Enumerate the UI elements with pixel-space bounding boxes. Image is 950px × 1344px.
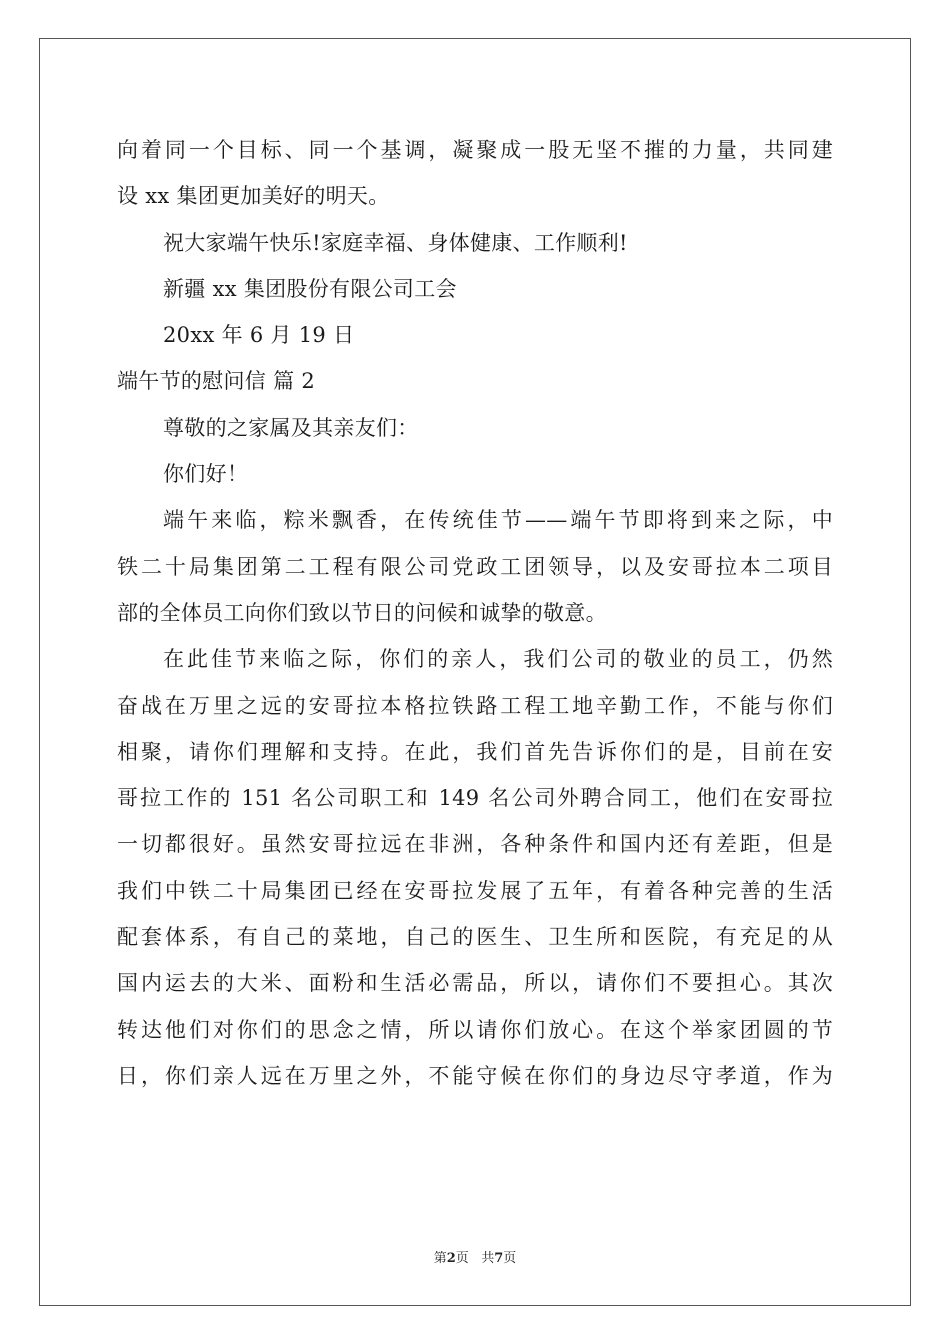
text-line: 一切都很好。虽然安哥拉远在非洲，各种条件和国内还有差距，但是 (117, 832, 833, 857)
text-line: 端午来临，粽米飘香，在传统佳节——端午节即将到来之际，中 (163, 508, 833, 533)
page-footer (0, 1247, 950, 1266)
text-line: 哥拉工作的 151 名公司职工和 149 名公司外聘合同工，他们在安哥拉 (117, 786, 833, 811)
footer-page-prefix: 第 (433, 1251, 447, 1266)
text-line: 端午节的慰问信 篇 2 (117, 369, 316, 394)
text-line: 奋战在万里之远的安哥拉本格拉铁路工程工地辛勤工作，不能与你们 (117, 693, 833, 718)
text-line: 铁二十局集团第二工程有限公司党政工团领导，以及安哥拉本二项目 (117, 554, 833, 579)
text-line: 相聚，请你们理解和支持。在此，我们首先告诉你们的是，目前在安 (117, 739, 833, 764)
footer-total-number: 7 (494, 1251, 504, 1266)
text-line: 国内运去的大米、面粉和生活必需品，所以，请你们不要担心。其次 (117, 971, 833, 996)
text-line: 祝大家端午快乐!家庭幸福、身体健康、工作顺利! (163, 230, 628, 255)
text-line: 新疆 xx 集团股份有限公司工会 (163, 276, 457, 301)
footer-total-suffix: 页 (503, 1251, 517, 1266)
text-line: 我们中铁二十局集团已经在安哥拉发展了五年，有着各种完善的生活 (117, 878, 833, 903)
footer-page-suffix: 页 (455, 1251, 469, 1266)
text-line: 设 xx 集团更加美好的明天。 (117, 184, 390, 209)
text-line: 20xx 年 6 月 19 日 (163, 323, 355, 348)
text-line: 你们好！ (163, 462, 249, 487)
text-line: 尊敬的之家属及其亲友们： (163, 415, 419, 440)
footer-page-number: 2 (446, 1251, 456, 1266)
text-line: 在此佳节来临之际，你们的亲人，我们公司的敬业的员工，仍然 (163, 647, 833, 672)
text-line: 转达他们对你们的思念之情，所以请你们放心。在这个举家团圆的节 (117, 1017, 833, 1042)
document-body (117, 127, 833, 1099)
text-line: 配套体系，有自己的菜地，自己的医生、卫生所和医院，有充足的从 (117, 925, 833, 950)
footer-total-prefix: 共 (481, 1251, 495, 1266)
text-line: 部的全体员工向你们致以节日的问候和诚挚的敬意。 (117, 600, 607, 625)
text-line: 日，你们亲人远在万里之外，不能守候在你们的身边尽守孝道，作为 (117, 1063, 833, 1088)
text-line: 向着同一个目标、同一个基调，凝聚成一股无坚不摧的力量，共同建 (117, 138, 833, 162)
